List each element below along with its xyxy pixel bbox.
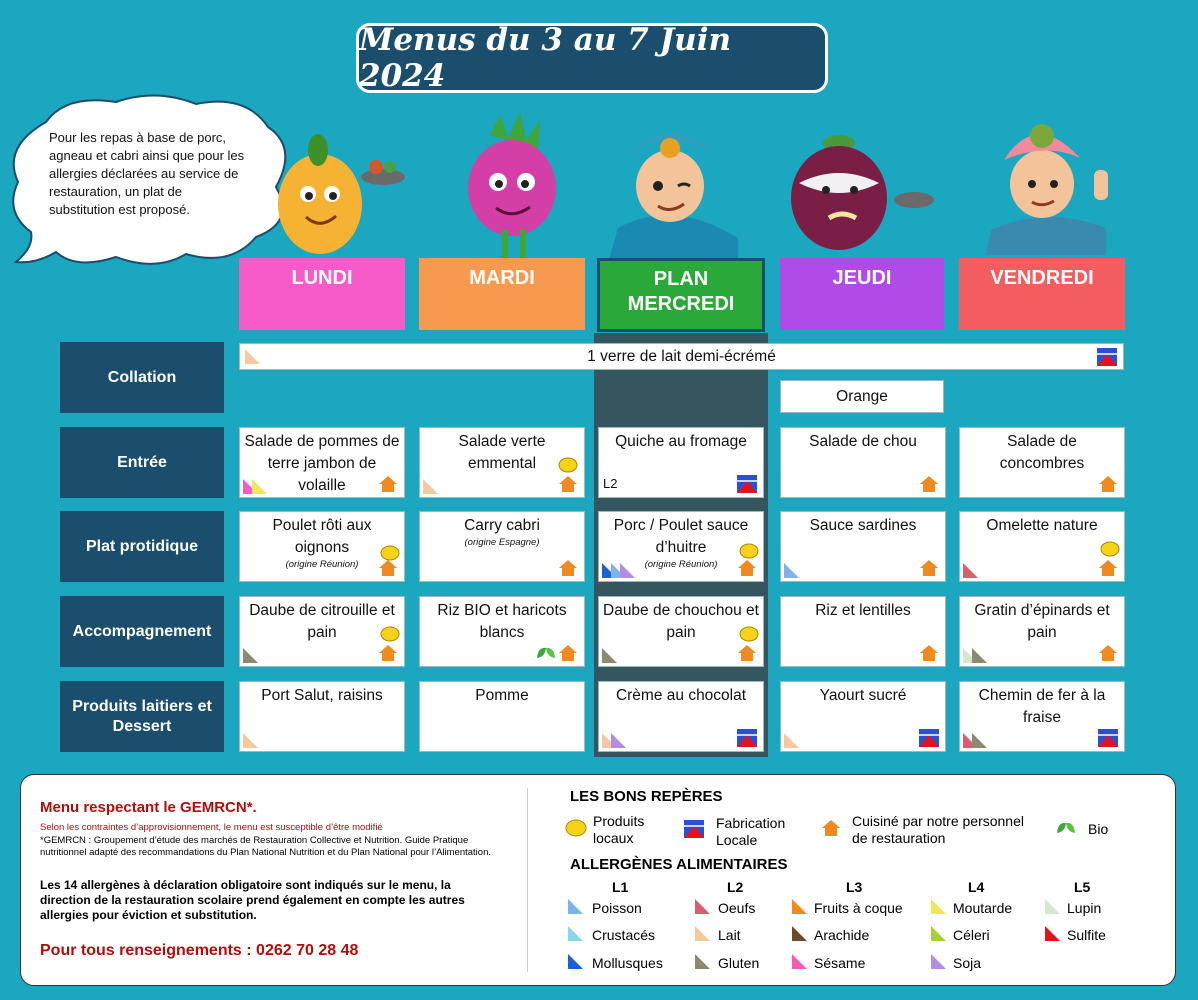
row-collation: Collation [60,342,224,413]
day-vendredi: VENDREDI [959,258,1125,330]
allergen-oeufs: Oeufs [718,900,756,916]
mollusques-allergen-icon [568,954,583,969]
cuisine-maison-icon [919,475,939,493]
dessert-mercredi [598,681,764,752]
cuisine-maison-icon [378,475,398,493]
accomp-mercredi [598,596,764,667]
entree-lundi-text: Salade de pommes de terre jambon de volaille [244,433,400,494]
allergen-moutarde: Moutarde [953,900,1013,916]
row-plat: Plat protidique [60,511,224,582]
dessert-vendredi [959,681,1125,752]
gluten-allergen-icon [695,954,710,969]
dessert-jeudi [780,681,946,752]
row-dessert: Produits laitiers et Dessert [60,681,224,752]
celeri-allergen-icon [931,926,946,941]
cuisine-maison-icon [737,559,757,577]
allergen-arachide: Arachide [814,927,870,943]
allergen-crustaces: Crustacés [592,927,656,943]
plat-mercredi-text: Porc / Poulet sauce d’huitre [613,517,749,556]
produits-locaux-icon [739,625,759,643]
accomp-mardi-text: Riz BIO et haricots blancs [437,602,567,641]
collation-text: 1 verre de lait demi-écrémé [587,348,776,365]
entree-jeudi-text: Salade de chou [809,433,917,450]
accomp-lundi-text: Daube de citrouille et pain [249,602,395,641]
accomp-lundi [239,596,405,667]
entree-jeudi [780,427,946,498]
accomp-jeudi [780,596,946,667]
entree-mardi-text: Salade verte emmental [458,433,546,472]
fabrication-locale-icon [683,820,705,838]
dessert-vendredi-text: Chemin de fer à la fraise [978,687,1106,726]
produits-locaux-icon [739,542,759,560]
lait-allergen-icon [423,479,438,494]
collation-jeudi-cell: Orange [780,380,944,413]
group-l1-code: L1 [612,879,629,895]
contact-phone: Pour tous renseignements : 0262 70 28 48 [40,942,359,959]
legend-divider [527,788,528,972]
repere-cuisine-maison: Cuisiné par notre personnel de restauration [852,813,1024,846]
fabrication-locale-icon [737,729,757,747]
fabrication-locale-icon [737,475,757,493]
plat-mardi-origin: (origine Espagne) [464,537,540,548]
cuisine-maison-icon [820,819,842,837]
plat-jeudi-text: Sauce sardines [809,517,917,534]
day-jeudi: JEUDI [780,258,944,330]
group-l3-code: L3 [846,879,863,895]
dessert-mardi-text: Pomme [475,687,529,704]
group-l4-code: L4 [968,879,985,895]
allergenes-statement: Les 14 allergènes à déclaration obligatoire sont indiqués sur le menu, la direction de la restauration scolaire prend également en compte les autres allergies pour éviction et substitution. [40,878,465,922]
accomp-vendredi [959,596,1125,667]
allergen-gluten: Gluten [718,955,760,971]
plat-lundi [239,511,405,582]
oeufs-allergen-icon [963,563,978,578]
hero-vendredi-mascot [976,100,1126,255]
moutarde-allergen-icon [931,899,946,914]
entree-vendredi-text: Salade de concombres [999,433,1085,472]
produits-locaux-icon [558,456,578,474]
soja-allergen-icon [931,954,946,969]
reperes-title: LES BONS REPÈRES [570,788,723,805]
allergenes-title: ALLERGÈNES ALIMENTAIRES [570,856,788,873]
row-accompagnement: Accompagnement [60,596,224,667]
allergen-code: L2 [603,476,618,491]
accomp-jeudi-text: Riz et lentilles [815,602,911,619]
allergen-soja: Soja [953,955,982,971]
entree-mercredi-text: Quiche au fromage [615,433,747,450]
gluten-allergen-icon [243,648,258,663]
gluten-allergen-icon [972,648,987,663]
accomp-vendredi-text: Gratin d’épinards et pain [974,602,1110,641]
bio-leaf-icon [1052,819,1080,837]
cuisine-maison-icon [737,644,757,662]
day-lundi: LUNDI [239,258,405,330]
dessert-lundi [239,681,405,752]
oeufs-allergen-icon [695,899,710,914]
cuisine-maison-icon [378,644,398,662]
poisson-allergen-icon [784,563,799,578]
plat-lundi-origin: (origine Réunion) [285,559,359,570]
entree-mardi [419,427,585,498]
row-entree: Entrée [60,427,224,498]
mango-mascot [258,112,408,267]
cuisine-maison-icon [558,559,578,577]
soja-allergen-icon [620,563,635,578]
gemrcn-definition: *GEMRCN : Groupement d’étude des marchés de Restauration Collective et Nutrition. Guide Pratique nutritionnel adapté des recommandations du Plan National Nutrition et du Plan National pour l’Alimentation. [40,835,491,858]
allergen-fruits-coque: Fruits à coque [814,900,903,916]
moutarde-allergen-icon [252,479,267,494]
dessert-lundi-text: Port Salut, raisins [261,687,383,704]
repere-bio: Bio [1088,821,1109,837]
allergen-celeri: Céleri [953,927,990,943]
cuisine-maison-icon [378,559,398,577]
entree-vendredi [959,427,1125,498]
repere-produits-locaux: Produits locaux [593,813,645,846]
day-mercredi: PLAN MERCREDI [597,258,765,332]
lait-allergen-icon [784,733,799,748]
fabrication-locale-icon [1097,348,1117,366]
accomp-mercredi-text: Daube de chouchou et pain [603,602,759,641]
lait-allergen-icon [243,733,258,748]
cuisine-maison-icon [919,559,939,577]
soja-allergen-icon [611,733,626,748]
gluten-allergen-icon [602,648,617,663]
lait-allergen-icon [695,926,710,941]
bubble-text: Pour les repas à base de porc, agneau et cabri ainsi que pour les allergies déclarées au service de restauration, un plat de substitution est proposé. [49,130,245,217]
plat-lundi-text: Poulet rôti aux oignons [272,517,372,556]
allergen-sulfite: Sulfite [1067,927,1106,943]
cuisine-maison-icon [1098,559,1118,577]
group-l5-code: L5 [1074,879,1091,895]
allergen-lait: Lait [718,927,741,943]
cuisine-maison-icon [558,475,578,493]
accomp-mardi [419,596,585,667]
produits-locaux-icon [380,625,400,643]
plat-mardi-text: Carry cabri [464,517,540,534]
plat-mercredi-origin: (origine Réunion) [644,559,718,570]
plat-vendredi [959,511,1125,582]
dessert-mardi [419,681,585,752]
hero-mercredi-mascot [598,108,748,263]
contraintes-note: Selon les contraintes d’approvisionnement, le menu est susceptible d’être modifié [40,822,383,833]
gemrcn-title: Menu respectant le GEMRCN*. [40,799,257,816]
dessert-jeudi-text: Yaourt sucré [819,687,907,704]
entree-mercredi [598,427,764,498]
allergen-mollusques: Mollusques [592,955,663,971]
fabrication-locale-icon [919,729,939,747]
crustaces-allergen-icon [568,926,583,941]
plat-mercredi [598,511,764,582]
plat-vendredi-text: Omelette nature [986,517,1098,534]
plat-mardi [419,511,585,582]
repere-fabrication-locale: Fabrication Locale [716,815,786,848]
fruits-coque-allergen-icon [792,899,807,914]
lupin-allergen-icon [1045,899,1060,914]
gluten-allergen-icon [972,733,987,748]
allergen-poisson: Poisson [592,900,642,916]
entree-lundi [239,427,405,498]
produits-locaux-icon [565,818,587,838]
lait-allergen-icon [245,349,260,364]
plat-jeudi [780,511,946,582]
cuisine-maison-icon [1098,644,1118,662]
cuisine-maison-icon [558,644,578,662]
cuisine-maison-icon [919,644,939,662]
cuisine-maison-icon [1098,475,1118,493]
collation-cell [239,343,1124,370]
allergen-sesame: Sésame [814,955,866,971]
sulfite-allergen-icon [1045,926,1060,941]
dragonfruit-mascot [440,110,590,265]
day-mardi: MARDI [419,258,585,330]
poisson-allergen-icon [568,899,583,914]
dessert-mercredi-text: Crème au chocolat [615,687,747,704]
produits-locaux-icon [1100,540,1120,558]
allergen-lupin: Lupin [1067,900,1102,916]
fabrication-locale-icon [1098,729,1118,747]
bio-leaf-icon [536,644,556,662]
group-l2-code: L2 [727,879,744,895]
arachide-allergen-icon [792,926,807,941]
sesame-allergen-icon [792,954,807,969]
page-title: Menus du 3 au 7 Juin 2024 [356,23,828,93]
